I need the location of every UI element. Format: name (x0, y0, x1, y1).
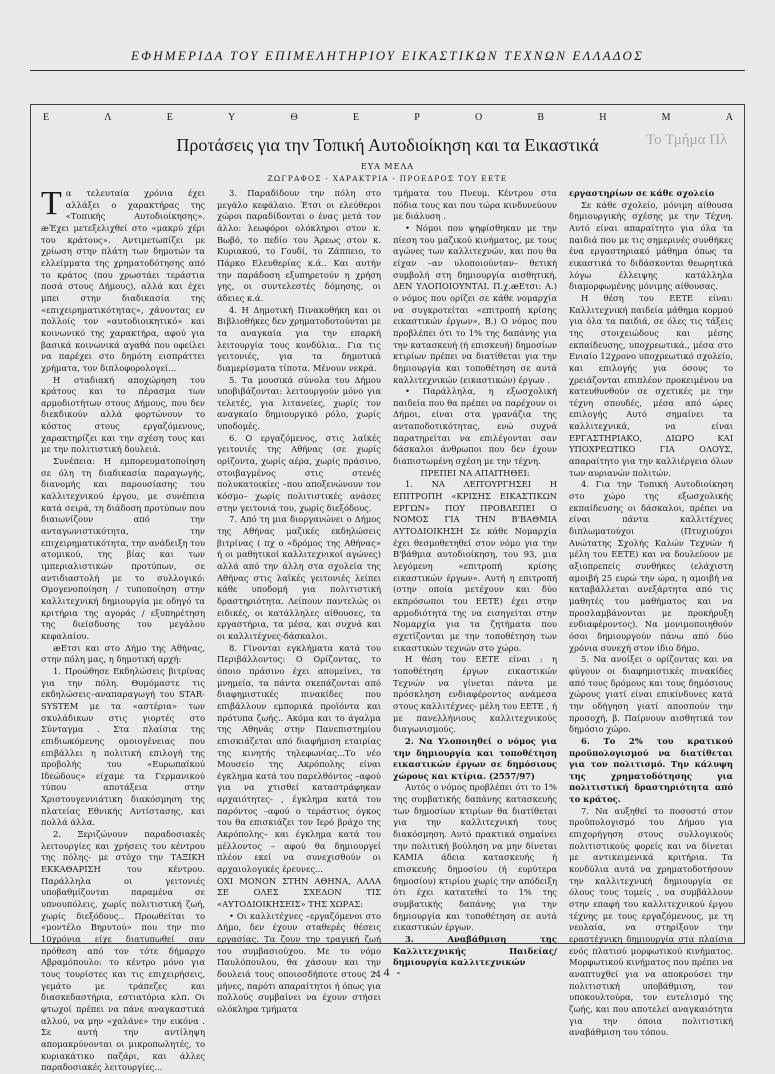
article-columns (41, 185, 736, 1073)
article-paragraph: 7. Από τη μια διοργανώνει ο Δήμος της Αθήνας μαζικές εκδηλώσεις βιτρίνας ( πχ ο «δρόμος της Αθήνας» ή οι μαθητικοί καλλιτεχνικοί αγώνες) αλλά από την άλλη στα σχολεία της Αθήνας στις λαϊκές γειτονιές λείπει κάθε υποδομή για πολιτιστική δραστηριότητα. Λείπουν παντελώς οι ειδικές, οι κατάλληλες αίθουσες, τα εργαστήρια, τα μέσα, και συχνά και οι καλλιτέχνες-δάσκαλοι. (217, 514, 381, 641)
article-paragraph: 1. Προώθησε Εκδηλώσεις βιτρίνας για την πόλη. Θυμόμαστε τις εκδηλώσεις–αναπαραγωγή του STAR-SYSTEM με τα «αστέρια» των σκυλάδικων στις γιορτές στο Σύνταγμα . Στα πλαίσια της επιδιωκόμενης ομοιογένειας που επιβάλλει η πολιτική επιλογή της προβολής του «Ευρωπαϊκού Ιδεώδους» είχαμε τα Γερμανικού τύπου αποτάξεια στην Χριστουγεννιάτικη διακόσμηση της πλατείας Εθνικής Αντίστασης, και πολλά άλλα. (41, 665, 205, 828)
article-paragraph: 3. Παραδίδουν την πόλη στο μεγάλο κεφάλαιο. Έτσι οι ελεύθεροι χώροι παραδίδονται ο ένας μετά τον άλλο: λεωφόροι ολόκληροι στον κ. Βωβό, το πεδίο του Άρεως στον κ. Κυριακού, το Γουδί, το Ζάππειο, το Πάρκο Ελευθερίας κ.ά.. Και αυτήν την παράδοση εξυπηρετούν η χρήση γης, οι συντελεστές δόμησης, οι άδειες κ.ά. (217, 188, 381, 303)
section-letter: Λ (104, 112, 112, 123)
article-paragraph: Η σταδιακή αποχώρηση του κράτους και το πέρασμα των αρμοδιοτήτων στους Δήμους, που δεν διεκδικούν αλλά φορτώνουν το κόστος στους εργαζόμενους, χαρακτηρίζει και την σχέση τους και με την πολιτιστική δουλειά. (41, 374, 205, 455)
article-paragraph: 3. Αναβάθμιση της Καλλιτεχνικής Παιδείας/δημιουργία καλλιτεχνικών (393, 934, 557, 968)
article-paragraph: 6. Ο εργαζόμενος, στις λαϊκές γειτονιές της Αθήνας (σε χωρίς ορίζοντα, χωρίς αέρα, χωρίς πράσινο, στοιβαγμένος στις στενές πολυκατοικίες –που αποξενώνουν τον κόσμο– χωρίς πολιτιστικές ανάσες στην γειτονιά του, χωρίς διεξόδους. (217, 432, 381, 513)
section-letter: Ε (166, 112, 173, 123)
article-paragraph: • Οι καλλιτέχνες –εργαζόμενοι στο Δήμο, δεν έχουν σταθερές θέσεις εργασίας. Τα ζουν την τραγική ζωή του συμβασιούχου. Με το νόμο Παυλόπουλου, θα χάσουν και την δουλειά τους οποιοσδήποτε στους 24 μήνες, παρότι απαραίτητοι ή όπως για πολλούς συμβαίνει να έχουν στήσει ολόκληρα τμήματα (217, 910, 381, 1014)
section-letter: Β (537, 112, 545, 123)
article-paragraph (41, 185, 205, 375)
article-paragraph: • Νόμοι που ψηφίσθηκαν με την πίεση του μαζικού κινήματος, με τους αγώνες των καλλιτεχνών, και που θα είχαν –αν υλοποιούνταν– θετική συμβολή στη δημιουργία αισθητική, ΔΕΝ ΥΛΟΠΟΙΟΥΝΤΑΙ. Π.χ.æΕτσι: Α.) ο νόμος που ορίζει σε κάθε νομαρχία να συγκροτείται «επιτροπή κρίσης εικαστικών έργων», Β.) Ο νόμος που προβλέπει ότι το 1% της δαπάνης για την κατασκευή (ή επισκευή) δημοσίων κτιρίων πρέπει να διατίθεται για την δημιουργία και τοποθέτηση σε αυτά καλλιτεχνικών (εικαστικών) έργων . (393, 222, 557, 385)
article-paragraph: Η θέση του ΕΕΤΕ είναι : η τοποθέτηση έργων εικαστικών Τεχνών να γίνεται πάντα με πρόσκληση ενδιαφέροντος ανάμεσα στους καλλιτέχνες- μέλη του ΕΕΤΕ , ή με πανελλήνιους καλλιτεχνικούς διαγωνισμούς. (393, 654, 557, 735)
article-paragraph: 8. Γίνονται εγκλήματα κατά του Περιβάλλοντος: Ο Ορίζοντας, το όποιο πράσινο έχει απομείνει, τα μνημεία, τα πάντα σκεπάζονται από διαφημιστικές πινακίδες που επιβάλλουν εμπορικά προϊόντα και πρότυπα ζωής.. Ακόμα και το άγαλμα της Αθηνάς στην Πανεπιστημίου επισκιάζεται από διαφήμιση εταιρίας της κινητής τηλεφωνίας...Το νέο Μουσείο της Ακρόπολης είναι έγκλημα κατά του παρελθόντος –αφού για να χτισθεί καταστράφηκαν αρχαιότητες- , έγκλημα κατά του παρόντος –αφού ο τεράστιος όγκος του θα επισκιάζει τον Ιερό βράχο της Ακρόπολης– και έγκλημα κατά του μέλλοντος – αφού θα δημιουργεί πλέον εκεί να συνεχισθούν οι αρχαιολογικές έρευνες... (217, 642, 381, 875)
adjacent-page-bleed-text: Το Τμήμα Πλ (646, 132, 728, 148)
article-paragraph: 4. Για την Τοπική Αυτοδιοίκηση στο χώρο της εξωσχολικής εκπαίδευσης οι δάσκαλοι, πρέπει να είναι πάντα καλλιτέχνες διπλωματούχοι (Πτυχιούχοι Ανώτατης Σχολής Καλών Τεχνών ή μέλη του ΕΕΤΕ) και να δουλεύουν με αξιοπρεπείς συνθήκες (ελάχιστη αμοιβή 25 ευρώ την ώρα, η αμοιβή να καταβάλλεται ανεξάρτητα από τις μαθητές του μαθήματος και να προσλαμβάνονται με προκήρυξη ενδιαφέροντος). Να μονιμοποιηθούν όσοι δημιουργούν πάνω από δύο χρόνια συνεχή στον ίδιο δήμο. (569, 479, 733, 653)
article-frame (30, 104, 745, 1073)
section-letter: Υ (228, 112, 236, 123)
article-column-3 (393, 188, 557, 968)
page-number: - 4 - (372, 965, 403, 979)
article-paragraph: Συνέπεια: Η εμπορευματοποίηση σε όλη τη διαδικασία παραγωγής, διανομής και παρουσίασης του καλλιτεχνικού έργου, με συνέπεια κατά σειρά, τη διάδοση προτύπων που διαιωνίζουν από την ανταγωνιστικότητα, την επιχειρηματικότητα, την ανάδειξη του ατομικού, της βίας και των ιμπεριαλιστικών προτύπων, σε αντιδιαστολή με το συλλογικό: Ομογενοποίηση / τυποποίηση στην καλλιτεχνική δημιουργία με οδηγό τα κριτήρια της αγοράς / εξυπηρέτηση της διείσδυσης του μεγάλου κεφαλαίου. (41, 456, 205, 641)
masthead-rule (30, 70, 745, 71)
article-paragraph: Η θέση του ΕΕΤΕ είναι: Καλλιτεχνική παιδεία μάθημα κορμού για όλα τα παιδιά, σε όλες τις τάξεις της στοιχειώδους και μέσης εκπαίδευσης, υποχρεωτικά., μέσα στο Ενιαίο 12χρονο υποχρεωτικό σχολείο, και επιλογής για όσους το χρειάζονται επιπλέον προκειμένου να κατευθυνθούν σε σχετικές με την τέχνη σπουδές, μέσα από ώρες επιλογής Αυτό σημαίνει τα καλλιτεχνικά, να είναι ΕΡΓΑΣΤΗΡΙΑΚΟ, ΔΙΩΡΟ ΚΑΙ ΥΠΟΧΡΕΩΤΙΚΟ ΓΙΑ ΟΛΟΥΣ, απαραίτητο για την καλλιέργεια όλων των αυριανών πολιτών. (569, 292, 733, 478)
article-paragraph: 1. ΝΑ ΛΕΙΤΟΥΡΓΗΣΕΙ Η ΕΠΙΤΡΟΠΗ «ΚΡΙΣΗΣ ΕΙΚΑΣΤΙΚΩΝ ΕΡΓΩΝ» ΠΟΥ ΠΡΟΒΛΕΠΕΙ Ο ΝΟΜΟΣ ΓΙΑ ΤΗΝ Β'ΒΑΘΜΙΑ ΑΥΤΟΔΙΟΙΚΗΣΗ Σε κάθε Νομαρχία έχει θεσμοθετηθεί στον νόμο για την Β'βάθμια αυτοδιοίκηση, του 93, μια λεγόμενη «επιτροπή κρίσης εικαστικών έργων». Αυτή η επιτροπή (στην οποία μετέχουν και δύο εκπρόσωποι του ΕΕΤΕ) έχει στην αρμοδιότητά της να εισηγείται στην Νομαρχία για τα ζητήματα που σχετίζονται με την τοποθέτηση των εικαστικών τεχνών στο χώρο. (393, 479, 557, 653)
article-column-2 (217, 188, 381, 1014)
section-letter: Ε (43, 112, 50, 123)
article-paragraph: εργαστηρίων σε κάθε σχολείο (569, 188, 715, 198)
newspaper-masthead: ΕΦΗΜΕΡΙΔΑ ΤΟΥ ΕΠΙΜΕΛΗΤΗΡΙΟΥ ΕΙΚΑΣΤΙΚΩΝ ΤΕΧΝΩΝ ΕΛΛΑΔΟΣ (130, 48, 645, 63)
section-heading-letters (43, 112, 733, 123)
article-paragraph: æΕτσι και στο Δήμο της Αθήνας, στην πόλη μας, η δημοτική αρχή: (41, 642, 205, 665)
section-letter: Ε (352, 112, 359, 123)
article-paragraph: 6. Το 2% του κρατικού προϋπολογισμού να διατίθεται για τον πολιτισμό. Την κάλυψη της χρηματοδότησης για πολιτιστική δραστηριότητα από το κράτος. (569, 735, 733, 805)
article-paragraph: 5. Να ανοίξει ο ορίζοντας και να φύγουν οι διαφημιστικές πινακίδες από τους δρόμους και τους δημόσιους χώρους γιατί είναι επικίνδυνες κατά την οδήγηση γιατί αποσπούν την προσοχή, β. Παίρνουν αισθητικά τον δημόσιο χώρο. (569, 654, 733, 735)
article-paragraph: Σε κάθε σχολείο, μόνιμη αίθουσα δημιουργικής σχέσης με την Τέχνη. Αυτό είναι απαραίτητο για όλα τα παιδιά που με τις σημερινές συνθήκες ένα εργαστηριακό μάθημα όπως τα εικαστικά το διδάσκονται θεωρητικά λόγω έλλειψης κατάλληλα διαμορφωμένης μόνιμης αίθουσας. (569, 199, 733, 292)
section-letter: Μ (661, 112, 671, 123)
article-paragraph: • Παράλληλα, η εξωσχολική παιδεία που θα πρέπει να παρέχουν οι Δήμοι, είναι στα γρανάζια της ανταποδοτικότητας, ενώ συχνά παρατηρείται να επιλέγονται σαν δάσκαλοι άνθρωποι που δεν έχουν διαπιστωμένη σχέση με την τέχνη. (393, 386, 557, 467)
article-paragraph: Αυτός ο νόμος προβλέπει ότι το 1% της συμβατικής δαπάνης κατασκευής των δημοσίων κτιρίων θα διατίθεται για την καλλιτεχνική τους διακόσμηση. Αυτό πρακτικά σημαίνει την πολιτική βούληση να μην δίνεται ΚΑΜΙΑ άδεια κατασκευής ή επισκευής δημοσίου (ή ευρύτερα δημοσίου) κτιρίου χωρίς την απόδειξη ότι έχει κατατεθεί το 1% της συμβατικής δαπάνης για την δημιουργία και τοποθέτηση σε αυτά εικαστικών έργων. (393, 782, 557, 933)
article-paragraph: ΟΧΙ ΜΟΝΟΝ ΣΤΗΝ ΑΘΗΝΑ, ΑΛΛΑ ΣΕ ΟΛΕΣ ΣΧΕΔΟΝ ΤΙΣ «ΑΥΤΟΔΙΟΙΚΗΣΕΙΣ» ΤΗΣ ΧΩΡΑΣ: (217, 875, 381, 910)
article-paragraph: 7. Να αυξηθεί το ποσοστό στον προϋπολογισμό του Δήμου για επιχορήγηση στους συλλογικούς πολιτιστικούς φορείς και να δίνεται με αντικειμενικά κριτήρια. Τα κονδύλια αυτά να χρηματοδοτήσουν την καλλιτεχνική δημιουργία σε όλους τους τομείς , να συμβάλλουν στην επαφή του καλλιτεχνικού έργου τέχνης με τους εργαζόμενους, με τη νεολαία, να στηρίξουν την εραστέχνικη δημιουργία στα πλαίσια ενός πλατιού μορφωτικού κινήματος. Μορφωτικού κινήματος που πρέπει να αναπτυχθεί για να αποκρούσει την πολιτιστική υποβάθμιση, τον υποκουλτούρα, τον ευτελισμό της ζωής, και που αποτελεί αναγκαιότητα για την όποια πολιτιστική αναβάθμιση του τόπου. (569, 805, 733, 1038)
article-author: ΕΥΑ ΜΕΛΑ (360, 162, 415, 171)
article-title: Προτάσεις για την Τοπική Αυτοδιοίκηση και τα Εικαστικά (176, 135, 599, 155)
article-paragraph: ΠΡΕΠΕΙ ΝΑ ΑΠΑΙΤΗΘΕΙ: (420, 467, 530, 478)
article-paragraph: 4. Η Δημοτική Πινακοθήκη και οι Βιβλιοθήκες δεν χρηματοδοτούνται με τα αναγκαία για την επαρκή λειτουργία τους κονδύλια.. Για τις γειτονιές, για τα δημοτικά διαμερίσματα τίποτα. Μένουν νεκρά. (217, 304, 381, 373)
article-column-4 (569, 188, 733, 1038)
article-column-1 (41, 185, 205, 1073)
section-letter: Θ (290, 112, 298, 123)
author-role: ΖΩΓΡΑΦΟΣ - ΧΑΡΑΚΤΡΙΑ - ΠΡΟΕΔΡΟΣ ΤΟΥ ΕΕΤΕ (267, 174, 508, 183)
paragraph-text: α τελευταία χρόνια έχει αλλάξει ο χαρακτήρας της «Τοπικής Αυτοδιοίκησης». æΈχει μετεξελιχθεί στο «μακρύ χέρι του κράτους». Αντιμετωπίζει με χρίωση στην πλάτη των δημοτών τα ελλείμματα της χρηματοδότησης από το κράτος (που χρωστάει τεράστια ποσά στους Δήμους), αλλά και έχει μπει στην διαδικασία της «επιχειρηματικότητας», χάνοντας εν πολλοίς τον «αυτοδιοικητικό» και κοινωνικό της χαρακτήρα, αφού για βασικά κοινωνικά αγαθά που οφείλει να παρέχει στο δημότη εισπράττει χρήματα, τον διπλοφορολογεί... (41, 188, 205, 373)
section-letter: Ο (474, 112, 483, 123)
section-letter: Η (599, 112, 607, 123)
article-paragraph: 5. Τα μουσικά σύνολα του Δήμου υποβιβάζονται: λειτουργούν μόνο για τελετές, για λιτανείες, χωρίς τον αναγκαίο δημιουργικό ρόλο, χωρίς υποδομές. (217, 374, 381, 432)
drop-cap: Τ (41, 185, 62, 222)
article-paragraph: τμήματα του Πνευμ. Κέντρου στα πόδια τους και που τώρα κινδυνεύουν με διάλυση . (393, 188, 557, 222)
section-letter: Α (725, 112, 733, 123)
section-letter: Ρ (414, 112, 420, 123)
article-paragraph: 2. Ξεριζώνουν παραδοσιακές λειτουργίες και χρήσεις του κέντρου της πόλης- με στόχο την ΤΑΞΙΚΗ ΕΚΚΑΘΑΡΙΣΗ του κέντρου. Παράλληλα οι γειτονιές υποβαθμίζονται παραμένα σε υπνουπόλεις, χωρίς πολιτιστική ζωή, χωρίς διεξόδους.. Προωθείται το «μοντέλο Βηρυτού» που την πιο 10χρόνια είχε διατυπωθεί σαν πρόθεση από τον τότε δήμαρχο Αβραμόπουλο: το κέντρο μόνο για τους τουρίστες και τις επιχειρήσεις, γεμάτο με τράπεζες και διασκεδαστήρια, εστιατόρια κλπ. Οι φτωχοί πρέπει να πάνε αναγκαστικά αλλού, να μην «χαλάνε» την εικόνα . Σε αυτή την αντίληψη απομακρύνονται οι μικροπωλητές, το κυριακάτικο παζάρι, και άλλες παραδοσιακές λειτουργίες... (41, 829, 205, 1073)
article-paragraph: 2. Να Υλοποιηθεί ο νόμος για την δημιουργία και τοποθέτηση εικαστικών έργων σε δημόσιους χώρους και κτίρια. (2557/97) (393, 735, 557, 781)
